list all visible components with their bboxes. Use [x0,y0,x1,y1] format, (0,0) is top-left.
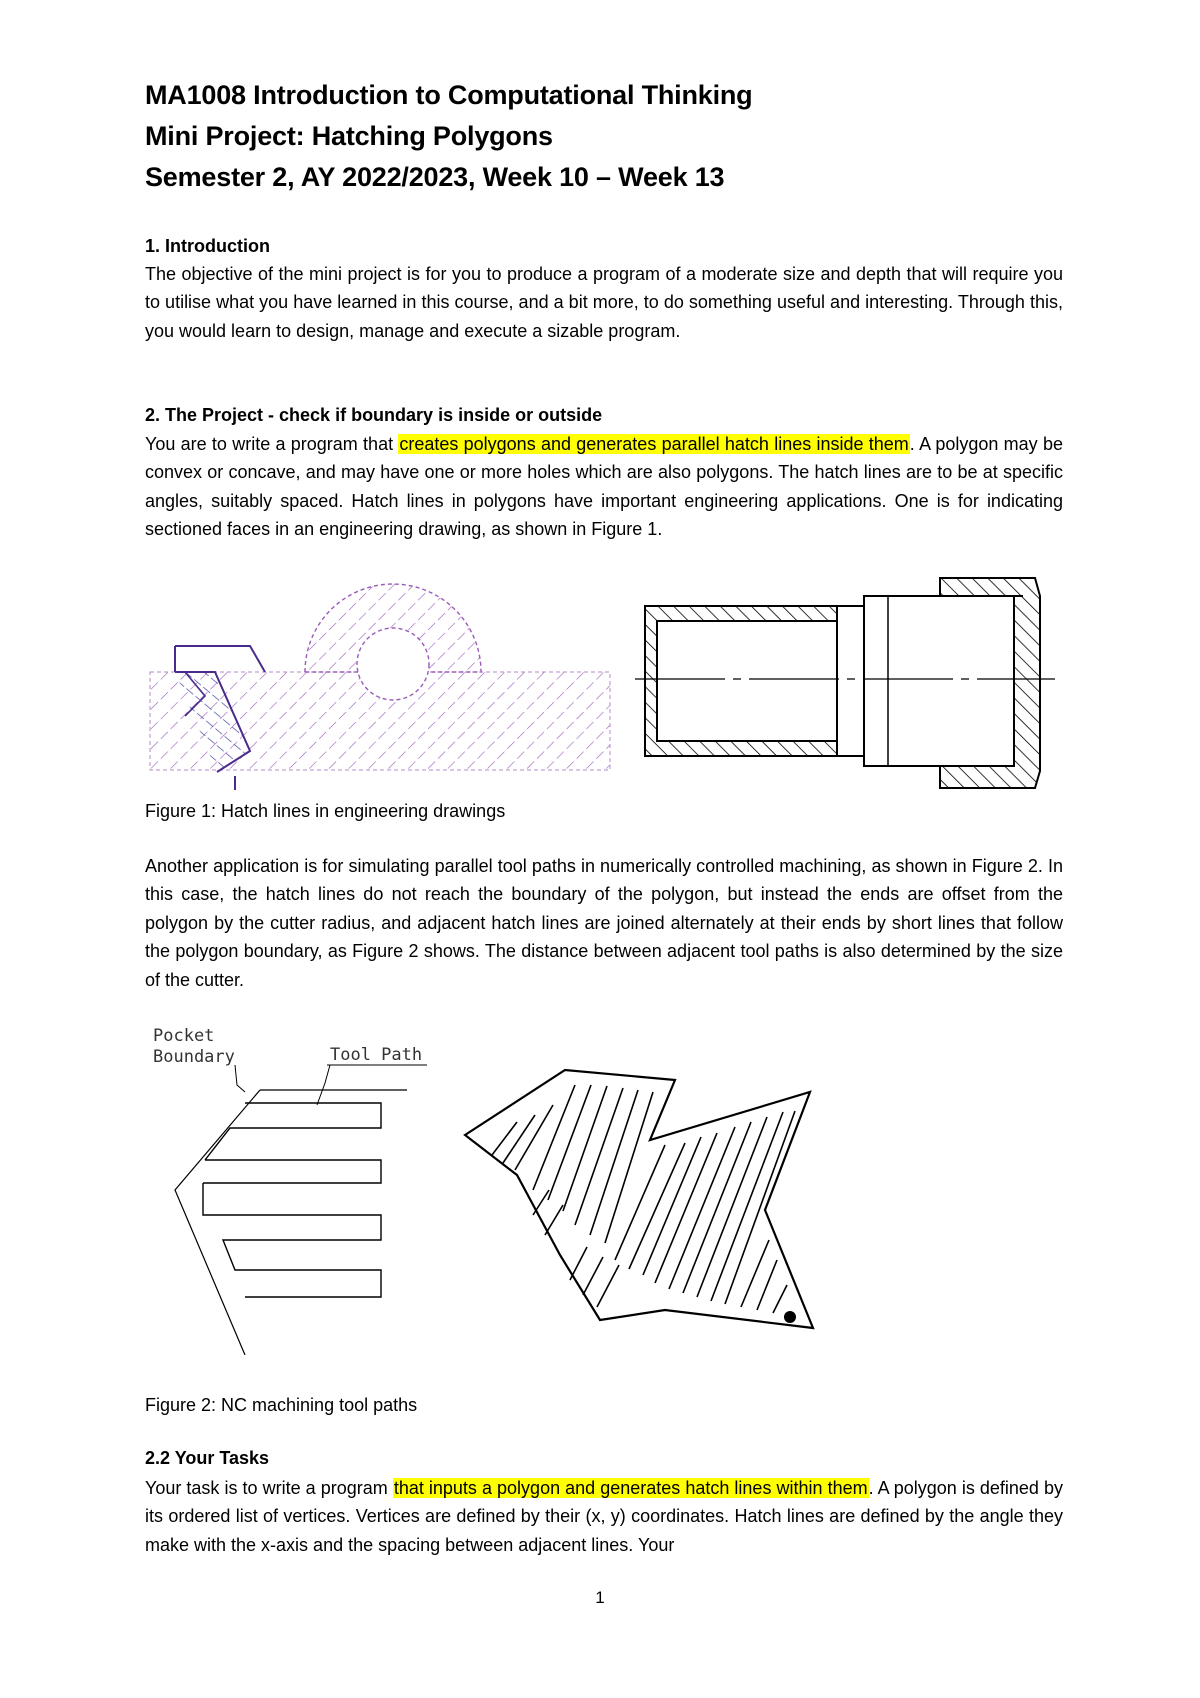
figure-2-caption: Figure 2: NC machining tool paths [145,1395,418,1415]
page-number: 1 [595,1588,605,1607]
tasks-paragraph: Your task is to write a program that inputs a polygon and generates hatch lines within them. A polygon is defined by its ordered list of vertices. Vertices are defined by their (x, y) coordinates. Hatch lines are defined by the angle they make with the x-axis and the spacing between adjacent lines. Your [145,1478,1063,1555]
highlighted-text: creates polygons and generates parallel hatch lines inside them [399,434,909,454]
section-heading-introduction: 1. Introduction [145,236,270,256]
highlighted-text: that inputs a polygon and generates hatch lines within them [393,1478,868,1498]
figure-2-tool-paths [145,1025,825,1355]
tool-path-label: Tool Path [330,1045,423,1065]
pocket-label-line1: Pocket [153,1026,215,1046]
document-semester: Semester 2, AY 2022/2023, Week 10 – Week 13 [145,162,725,192]
intro-paragraph: The objective of the mini project is for you to produce a program of a moderate size and depth that will require you to utilise what you have learned in this course, and a bit more, to do something useful and interesting. Through this, you would learn to design, manage and execute a sizable program. [145,264,1063,341]
section-heading-tasks: 2.2 Your Tasks [145,1448,270,1468]
sectioned-part-left [150,584,610,790]
pocket-label-line2: Boundary [153,1047,235,1067]
project-paragraph: You are to write a program that creates polygons and generates parallel hatch lines inside them. A polygon may be convex or concave, and may have one or more holes which are also polygons. The hatch lines are to be at specific angles, suitably spaced. Hatch lines in polygons have important engineering applications. One is for indicating sectioned faces in an engineering drawing, as shown in Figure 1. [145,434,1063,540]
figure-1-caption: Figure 1: Hatch lines in engineering drawings [145,801,506,821]
tool-path-diagram [153,1026,427,1355]
application-paragraph: Another application is for simulating parallel tool paths in numerically controlled machining, as shown in Figure 2. In this case, the hatch lines do not reach the boundary of the polygon, but instead the ends are offset from the polygon by the cutter radius, and adjacent hatch lines are joined alternately at their ends by short lines that follow the polygon boundary, as Figure 2 shows. The distance between adjacent tool paths is also determined by the size of the cutter. [145,856,1063,990]
hatched-shape-diagram [465,1070,813,1328]
section-heading-project: 2. The Project - check if boundary is inside or outside [145,405,603,425]
document-title: MA1008 Introduction to Computational Thinking [145,80,753,110]
sectioned-part-right [635,578,1055,788]
document-subtitle: Mini Project: Hatching Polygons [145,121,553,151]
figure-1-hatch-drawings [145,576,1065,792]
